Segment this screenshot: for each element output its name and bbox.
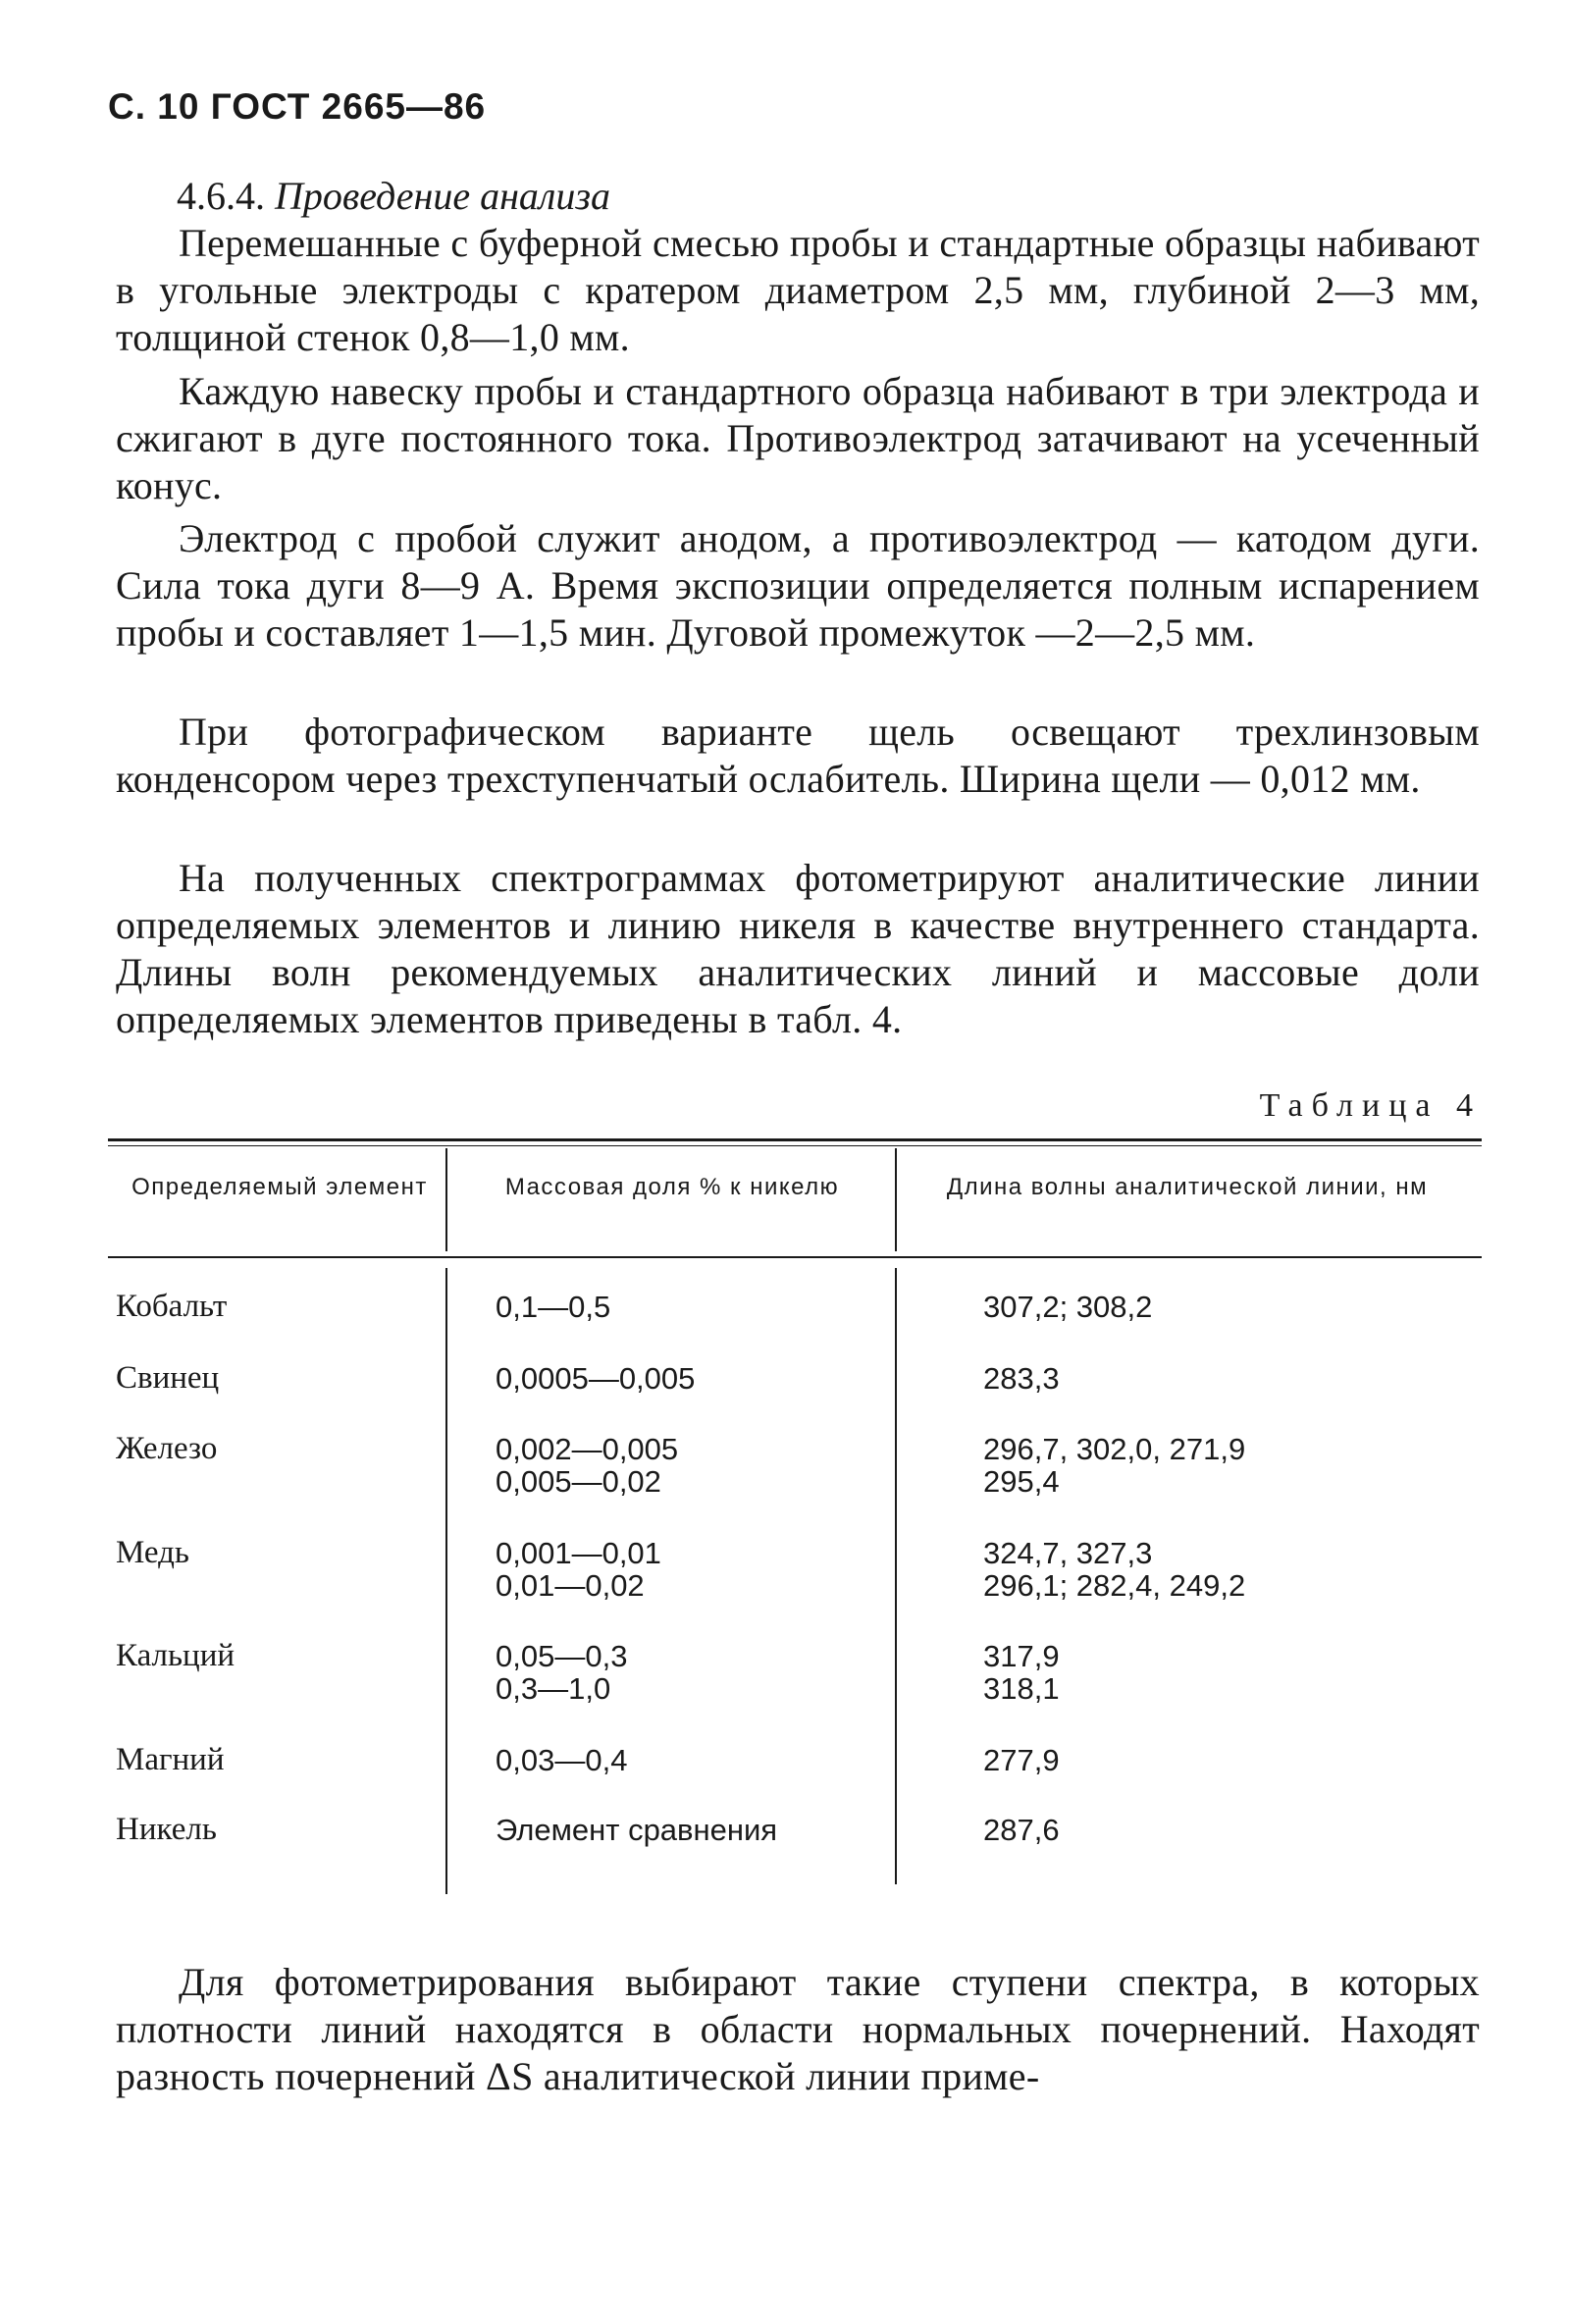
mass-fraction-cell xyxy=(496,1362,888,1395)
element-cell: Кальций xyxy=(116,1638,235,1673)
mass-fraction-cell xyxy=(496,1291,888,1323)
mass-value: 0,0005—0,005 xyxy=(496,1361,696,1396)
mass-value: 0,005—0,02 xyxy=(496,1464,661,1499)
section-number: 4.6.4. xyxy=(177,174,265,218)
wavelength-value: 295,4 xyxy=(983,1464,1060,1499)
column-divider xyxy=(445,1148,447,1251)
table-header-rule xyxy=(108,1256,1482,1258)
wavelength-value: 318,1 xyxy=(983,1671,1060,1706)
table-top-rule-thin xyxy=(108,1145,1482,1146)
mass-value: 0,002—0,005 xyxy=(496,1432,679,1466)
mass-value: 0,01—0,02 xyxy=(496,1568,645,1603)
mass-fraction-cell xyxy=(496,1640,888,1705)
mass-value: 0,3—1,0 xyxy=(496,1671,611,1706)
mass-fraction-cell xyxy=(496,1537,888,1602)
wavelength-value: 283,3 xyxy=(983,1361,1060,1396)
section-title: Проведение анализа xyxy=(275,174,610,218)
element-cell: Кобальт xyxy=(116,1289,228,1324)
column-header-wavelength: Длина волны аналитической линии, нм xyxy=(946,1174,1429,1200)
wavelength-cell xyxy=(983,1814,1474,1846)
element-cell: Никель xyxy=(116,1812,217,1847)
wavelength-cell xyxy=(983,1433,1474,1498)
paragraph-5: На полученных спектрограммах фотометрируют аналитические линии определяемых элементов и линию никеля в качестве внутреннего стандарта. Длины волн рекомендуемых аналитических линий и массовые доли определяемых элементов приведены в табл. 4. xyxy=(116,856,1480,1041)
element-cell: Магний xyxy=(116,1742,225,1777)
table-caption: Таблица 4 xyxy=(1259,1087,1482,1124)
paragraph-1: Перемешанные с буферной смесью пробы и стандартные образцы набивают в угольные электроды с кратером диаметром 2,5 мм, глубиной 2—3 мм, толщиной стенок 0,8—1,0 мм. xyxy=(116,221,1480,359)
closing-paragraph: Для фотометрирования выбирают такие ступени спектра, в которых плотности линий находятся в области нормальных почернений. Находят разность почернений ΔS аналитической линии приме- xyxy=(116,1960,1480,2098)
mass-fraction-cell xyxy=(496,1433,888,1498)
wavelength-cell xyxy=(983,1640,1474,1705)
wavelength-value: 287,6 xyxy=(983,1813,1060,1847)
element-cell: Железо xyxy=(116,1431,218,1466)
mass-fraction-cell xyxy=(496,1814,888,1846)
wavelength-value: 307,2; 308,2 xyxy=(983,1290,1153,1324)
data-table xyxy=(108,1138,1482,1894)
column-divider xyxy=(895,1268,897,1884)
wavelength-value: 296,1; 282,4, 249,2 xyxy=(983,1568,1246,1603)
element-cell: Медь xyxy=(116,1535,189,1570)
column-divider xyxy=(895,1148,897,1251)
table-top-rule xyxy=(108,1138,1482,1141)
mass-fraction-cell xyxy=(496,1744,888,1776)
mass-value: 0,03—0,4 xyxy=(496,1743,628,1777)
column-header-element: Определяемый элемент xyxy=(131,1174,428,1200)
wavelength-cell xyxy=(983,1537,1474,1602)
page-header: С. 10 ГОСТ 2665—86 xyxy=(108,86,487,127)
column-divider xyxy=(445,1268,447,1894)
section-heading xyxy=(177,173,610,220)
wavelength-cell xyxy=(983,1744,1474,1776)
mass-value: 0,001—0,01 xyxy=(496,1536,661,1570)
wavelength-value: 324,7, 327,3 xyxy=(983,1536,1153,1570)
paragraph-3: Электрод с пробой служит анодом, а противоэлектрод — катодом дуги. Сила тока дуги 8—9 А. Время экспозиции определяется полным испарением пробы и составляет 1—1,5 мин. Дуговой промежуток —2—2,5 мм. xyxy=(116,516,1480,655)
wavelength-value: 277,9 xyxy=(983,1743,1060,1777)
wavelength-value: 317,9 xyxy=(983,1639,1060,1673)
mass-value: 0,05—0,3 xyxy=(496,1639,628,1673)
column-header-mass-fraction: Массовая доля % к никелю xyxy=(504,1174,840,1200)
wavelength-cell xyxy=(983,1362,1474,1395)
element-cell: Свинец xyxy=(116,1360,220,1396)
paragraph-2: Каждую навеску пробы и стандартного образца набивают в три электрода и сжигают в дуге постоянного тока. Противоэлектрод затачивают на усеченный конус. xyxy=(116,369,1480,507)
wavelength-cell xyxy=(983,1291,1474,1323)
paragraph-4: При фотографическом варианте щель освещают трехлинзовым конденсором через трехступенчатый ослабитель. Ширина щели — 0,012 мм. xyxy=(116,710,1480,801)
mass-value: 0,1—0,5 xyxy=(496,1290,611,1324)
wavelength-value: 296,7, 302,0, 271,9 xyxy=(983,1432,1246,1466)
mass-value: Элемент сравнения xyxy=(496,1813,778,1847)
